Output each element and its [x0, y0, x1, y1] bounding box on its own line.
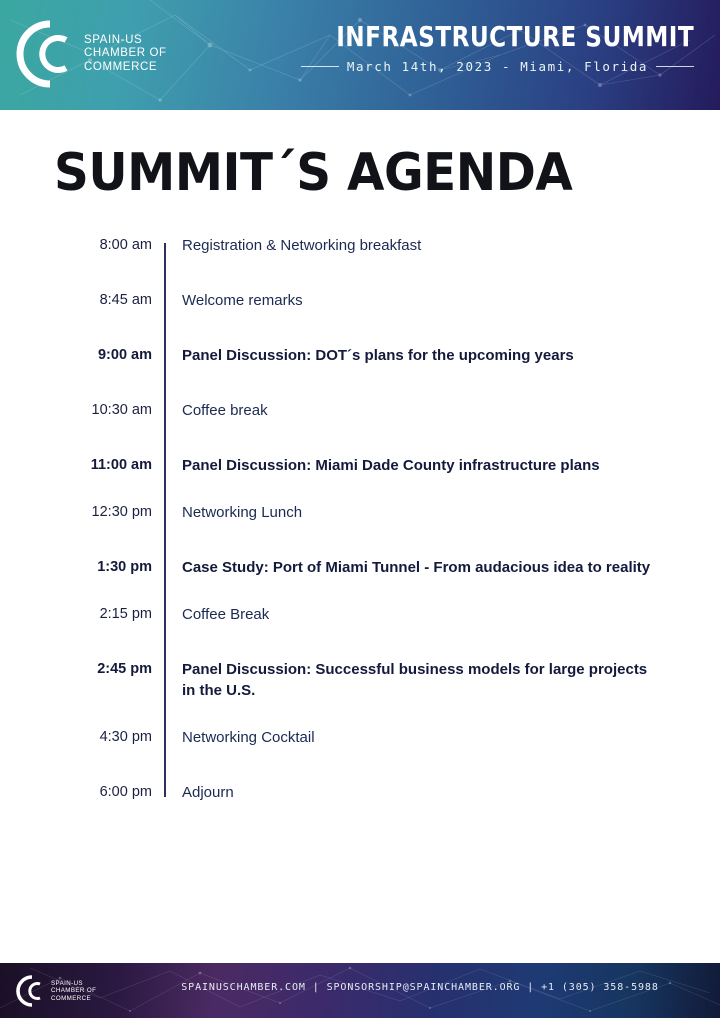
agenda-row	[54, 502, 674, 523]
page-footer	[0, 963, 720, 1018]
page-body	[0, 110, 720, 963]
event-date-row	[301, 59, 694, 74]
agenda-row	[54, 727, 674, 748]
agenda-row-time: 10:30 am	[91, 402, 152, 418]
agenda-row-description: Networking Cocktail	[182, 729, 315, 746]
agenda-row-time: 8:45 am	[99, 292, 152, 308]
agenda-row-time: 1:30 pm	[97, 559, 152, 575]
logo-line-3: COMMERCE	[84, 60, 158, 73]
event-heading	[301, 22, 694, 74]
agenda-row	[54, 659, 674, 701]
event-date: March 14th, 2023 - Miami, Florida	[346, 59, 648, 74]
agenda-row-time: 11:00 am	[90, 457, 152, 473]
chamber-logo-text	[84, 34, 167, 75]
footer-contact-info: SPAINUSCHAMBER.COM | SPONSORSHIP@SPAINCHAMBER.ORG | +1 (305) 358-5988	[181, 982, 659, 993]
agenda-row-time: 12:30 pm	[91, 504, 152, 520]
footer-logo-line-1: SPAIN-US	[51, 979, 83, 987]
footer-logo-line-2: CHAMBER OF	[51, 987, 97, 995]
agenda-row-time: 2:45 pm	[97, 661, 152, 677]
agenda-row-time: 2:15 pm	[99, 606, 152, 622]
agenda-row	[54, 782, 674, 803]
agenda-row-description: Coffee Break	[182, 606, 270, 623]
chamber-logo-icon	[16, 18, 74, 90]
agenda-row	[54, 290, 674, 311]
rule-right	[656, 66, 694, 67]
agenda-row	[54, 235, 674, 256]
agenda-row-description: Panel Discussion: Miami Dade County infrastructure plans	[182, 457, 600, 474]
agenda-row-description: Coffee break	[182, 402, 268, 419]
page-header	[0, 0, 720, 110]
agenda-row-time: 4:30 pm	[99, 729, 152, 745]
event-title: INFRASTRUCTURE SUMMIT	[336, 20, 694, 53]
agenda-row-time: 6:00 pm	[99, 784, 152, 800]
agenda-row-time: 9:00 am	[97, 347, 152, 363]
agenda-row-description: Networking Lunch	[182, 504, 303, 521]
agenda-row	[54, 604, 674, 625]
agenda-row-description: Panel Discussion: Successful business models for large projects in the U.S.	[182, 661, 648, 699]
logo-line-2: CHAMBER OF	[84, 47, 167, 60]
agenda-row-time: 8:00 am	[99, 237, 152, 253]
agenda-list	[54, 235, 674, 803]
agenda-row	[54, 557, 674, 578]
agenda-row-description: Adjourn	[182, 784, 234, 801]
agenda-row	[54, 455, 674, 476]
agenda-row-description: Panel Discussion: DOT´s plans for the upcoming years	[182, 347, 574, 364]
page-title: SUMMIT´S AGENDA	[54, 143, 573, 203]
chamber-logo	[16, 18, 167, 90]
agenda-row-description: Welcome remarks	[182, 292, 303, 309]
footer-logo-line-3: COMMERCE	[51, 994, 91, 1002]
agenda-row-description: Registration & Networking breakfast	[182, 237, 422, 254]
agenda-row	[54, 345, 674, 366]
rule-left	[301, 66, 339, 67]
logo-line-1: SPAIN-US	[84, 33, 143, 46]
agenda-row	[54, 400, 674, 421]
agenda-row-description: Case Study: Port of Miami Tunnel - From audacious idea to reality	[182, 559, 651, 576]
